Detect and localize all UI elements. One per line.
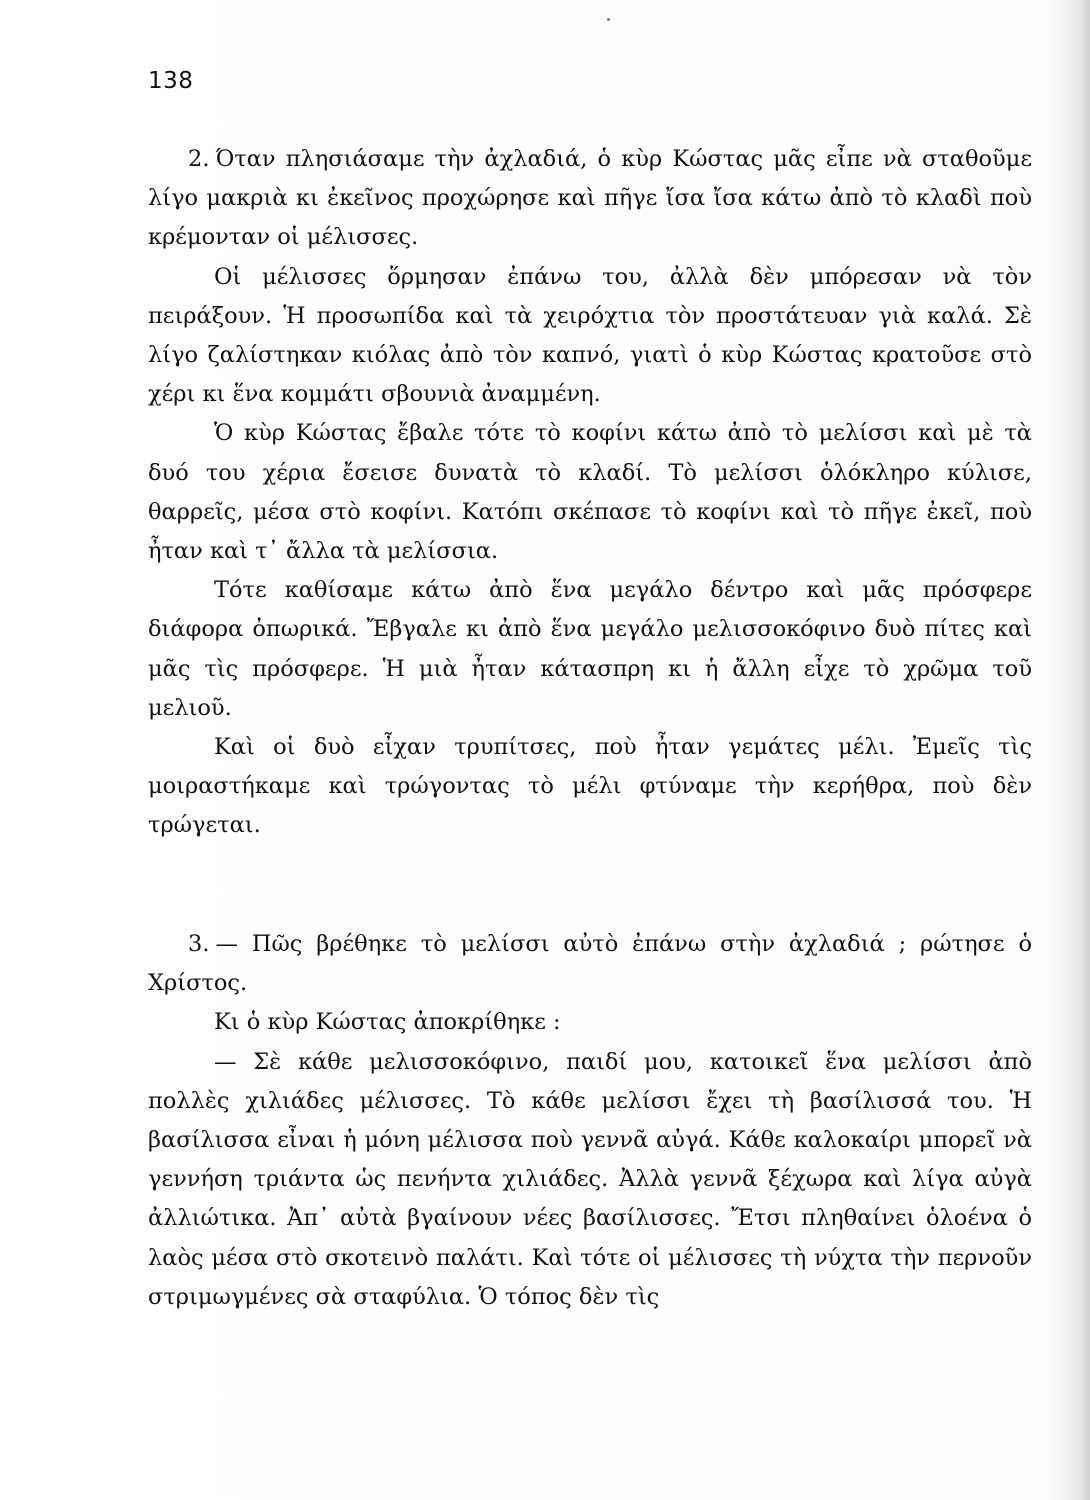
section-3 [148,925,1032,1317]
paragraph: Οἱ μέλισσες ὅρμησαν ἐπάνω του, ἀλλὰ δὲν μπόρεσαν νὰ τὸν πειράξουν. Ἡ προσωπίδα καὶ τὰ χειρόχτια τὸν προστάτευαν γιὰ καλά. Σὲ λίγο ζαλίστηκαν κιόλας ἀπὸ τὸν καπνό, γιατὶ ὁ κὺρ Κώστας κρατοῦσε στὸ χέρι κι ἕνα κομμάτι σβουνιὰ ἀναμμένη. [148,263,1032,408]
paragraph: Καὶ οἱ δυὸ εἶχαν τρυπίτσες, ποὺ ἦταν γεμάτες μέλι. Ἐμεῖς τὶς μοιραστήκαμε καὶ τρώγοντας τὸ μέλι φτύναμε τὴν κερήθρα, ποὺ δὲν τρώγεται. [148,734,1032,839]
paper-speck [607,18,610,21]
paragraph: Κι ὁ κὺρ Κώστας ἀποκρίθηκε : [214,1009,561,1036]
paragraph-text: Όταν πλησιάσαμε τὴν ἀχλαδιά, ὁ κὺρ Κώστας μᾶς εἶπε νὰ σταθοῦμε λίγο μακριὰ κι ἐκεῖνος προχώρησε καὶ πῆγε ἴσα ἴσα κάτω ἀπὸ τὸ κλαδὶ ποὺ κρέμονταν οἱ μέλισσες. [148,146,1032,251]
paragraph [148,140,1032,258]
paragraph-text: — Πῶς βρέθηκε τὸ μελίσσι αὐτὸ ἐπάνω στὴν ἀχλαδιά ; ρώτησε ὁ Χρίστος. [148,931,1032,997]
section-2 [148,140,1032,846]
section-number: 3. [188,931,210,957]
paragraph: — Σὲ κάθε μελισσοκόφινο, παιδί μου, κατοικεῖ ἕνα μελίσσι ἀπὸ πολλὲς χιλιάδες μέλισσες. Τὸ κάθε μελίσσι ἔχει τὴ βασίλισσά του. Ἡ βασίλισσα εἶναι ἡ μόνη μέλισσα ποὺ γεννᾶ αὐγά. Κάθε καλοκαίρι μπορεῖ νὰ γεννήση τριάντα ὡς πενήντα χιλιάδες. Ἀλλὰ γεννᾶ ξέχωρα καὶ λίγα αὐγὰ ἀλλιώτικα. Ἀπ᾿ αὐτὰ βγαίνουν νέες βασίλισσες. Ἔτσι πληθαίνει ὁλοένα ὁ λαὸς μέσα στὸ σκοτεινὸ παλάτι. Καὶ τότε οἱ μέλισσες τὴ νύχτα τὴν περνοῦν στριμωγμένες σὰ σταφύλια. Ὁ τόπος δὲν τὶς [148,1048,1032,1310]
section-number: 2. [188,146,210,172]
paragraph: Τότε καθίσαμε κάτω ἀπὸ ἕνα μεγάλο δέντρο καὶ μᾶς πρόσφερε διάφορα ὀπωρικά. Ἔβγαλε κι ἀπὸ ἕνα μεγάλο μελισσοκόφινο δυὸ πίτες καὶ μᾶς τὶς πρόσφερε. Ἡ μιὰ ἦταν κάτασπρη κι ἡ ἄλλη εἶχε τὸ χρῶμα τοῦ μελιοῦ. [148,577,1032,721]
page-number: 138 [148,68,194,94]
paragraph: Ὁ κὺρ Κώστας ἔβαλε τότε τὸ κοφίνι κάτω ἀπὸ τὸ μελίσσι καὶ μὲ τὰ δυό του χέρια ἔσεισε δυνατὰ τὸ κλαδί. Τὸ μελίσσι ὁλόκληρο κύλισε, θαρρεῖς, μέσα στὸ κοφίνι. Κατόπι σκέπασε τὸ κοφίνι καὶ τὸ πῆγε ἐκεῖ, ποὺ ἦταν καὶ τ᾿ ἄλλα τὰ μελίσσια. [148,420,1032,565]
paragraph [148,925,1032,1003]
